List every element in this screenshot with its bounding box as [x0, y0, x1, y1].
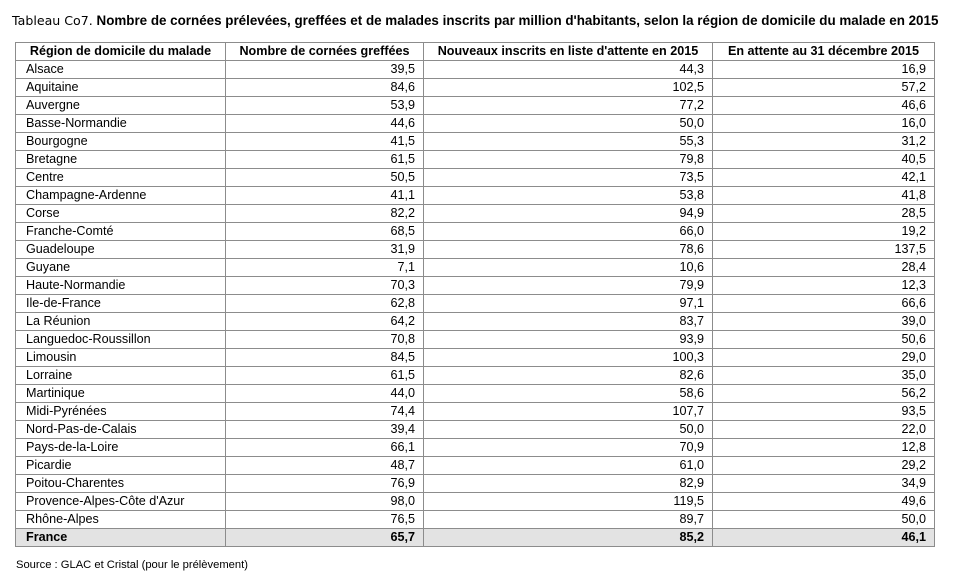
cell-new-registered: 83,7 — [424, 313, 713, 331]
cell-new-registered: 82,6 — [424, 367, 713, 385]
cell-region: Poitou-Charentes — [16, 475, 226, 493]
table-row — [16, 313, 935, 331]
cell-grafted: 50,5 — [226, 169, 424, 187]
cell-new-registered: 53,8 — [424, 187, 713, 205]
cell-grafted: 39,4 — [226, 421, 424, 439]
table-row — [16, 493, 935, 511]
table-row — [16, 475, 935, 493]
cell-region: Bretagne — [16, 151, 226, 169]
cell-waiting: 34,9 — [713, 475, 935, 493]
cell-region: Rhône-Alpes — [16, 511, 226, 529]
cell-new-registered: 10,6 — [424, 259, 713, 277]
cell-region: Guadeloupe — [16, 241, 226, 259]
cell-grafted: 68,5 — [226, 223, 424, 241]
cell-new-registered: 82,9 — [424, 475, 713, 493]
cell-region: Pays-de-la-Loire — [16, 439, 226, 457]
cell-grafted: 70,8 — [226, 331, 424, 349]
cell-grafted: 61,5 — [226, 367, 424, 385]
cell-grafted: 39,5 — [226, 61, 424, 79]
cell-waiting: 40,5 — [713, 151, 935, 169]
table-row — [16, 97, 935, 115]
cell-new-registered: 100,3 — [424, 349, 713, 367]
total-cell-waiting: 46,1 — [713, 529, 935, 547]
cell-grafted: 76,5 — [226, 511, 424, 529]
cell-grafted: 98,0 — [226, 493, 424, 511]
table-body — [16, 61, 935, 547]
cell-new-registered: 119,5 — [424, 493, 713, 511]
cell-region: Ile-de-France — [16, 295, 226, 313]
source-note: Source : GLAC et Cristal (pour le prélèvement) — [16, 559, 248, 571]
cell-waiting: 66,6 — [713, 295, 935, 313]
table-row — [16, 439, 935, 457]
header-row — [16, 43, 935, 61]
cell-waiting: 50,6 — [713, 331, 935, 349]
cell-waiting: 49,6 — [713, 493, 935, 511]
cell-waiting: 50,0 — [713, 511, 935, 529]
cell-region: Bourgogne — [16, 133, 226, 151]
cell-new-registered: 44,3 — [424, 61, 713, 79]
cell-waiting: 28,5 — [713, 205, 935, 223]
table-row — [16, 205, 935, 223]
cell-new-registered: 79,9 — [424, 277, 713, 295]
cell-new-registered: 107,7 — [424, 403, 713, 421]
cell-region: Auvergne — [16, 97, 226, 115]
cell-grafted: 64,2 — [226, 313, 424, 331]
cell-region: Lorraine — [16, 367, 226, 385]
cell-new-registered: 50,0 — [424, 421, 713, 439]
table-title-main: Nombre de cornées prélevées, greffées et de malades inscrits par million d'habitants, selon la région de domicile du malade en 2015 — [92, 13, 939, 28]
table-row — [16, 421, 935, 439]
cell-grafted: 62,8 — [226, 295, 424, 313]
cell-region: Alsace — [16, 61, 226, 79]
cell-new-registered: 89,7 — [424, 511, 713, 529]
table-row — [16, 259, 935, 277]
cell-waiting: 12,8 — [713, 439, 935, 457]
cell-grafted: 53,9 — [226, 97, 424, 115]
cell-new-registered: 73,5 — [424, 169, 713, 187]
cell-new-registered: 93,9 — [424, 331, 713, 349]
data-table — [15, 42, 935, 547]
cell-waiting: 31,2 — [713, 133, 935, 151]
cell-waiting: 29,2 — [713, 457, 935, 475]
cell-new-registered: 55,3 — [424, 133, 713, 151]
cell-grafted: 44,0 — [226, 385, 424, 403]
cell-grafted: 7,1 — [226, 259, 424, 277]
cell-grafted: 61,5 — [226, 151, 424, 169]
cell-new-registered: 78,6 — [424, 241, 713, 259]
cell-region: La Réunion — [16, 313, 226, 331]
cell-region: Limousin — [16, 349, 226, 367]
cell-grafted: 84,5 — [226, 349, 424, 367]
cell-new-registered: 77,2 — [424, 97, 713, 115]
cell-new-registered: 70,9 — [424, 439, 713, 457]
header-new-registered: Nouveaux inscrits en liste d'attente en 2015 — [424, 43, 713, 61]
table-row — [16, 349, 935, 367]
cell-grafted: 84,6 — [226, 79, 424, 97]
cell-waiting: 57,2 — [713, 79, 935, 97]
cell-waiting: 22,0 — [713, 421, 935, 439]
cell-grafted: 82,2 — [226, 205, 424, 223]
header-region: Région de domicile du malade — [16, 43, 226, 61]
cell-region: Guyane — [16, 259, 226, 277]
cell-grafted: 48,7 — [226, 457, 424, 475]
cell-waiting: 28,4 — [713, 259, 935, 277]
cell-new-registered: 102,5 — [424, 79, 713, 97]
table-row — [16, 511, 935, 529]
header-waiting: En attente au 31 décembre 2015 — [713, 43, 935, 61]
cell-region: Haute-Normandie — [16, 277, 226, 295]
table-row — [16, 331, 935, 349]
cell-waiting: 16,0 — [713, 115, 935, 133]
cell-new-registered: 94,9 — [424, 205, 713, 223]
total-row — [16, 529, 935, 547]
table-row — [16, 61, 935, 79]
cell-new-registered: 58,6 — [424, 385, 713, 403]
cell-waiting: 29,0 — [713, 349, 935, 367]
cell-new-registered: 79,8 — [424, 151, 713, 169]
table-row — [16, 223, 935, 241]
cell-grafted: 70,3 — [226, 277, 424, 295]
cell-waiting: 19,2 — [713, 223, 935, 241]
cell-region: Basse-Normandie — [16, 115, 226, 133]
total-cell-region: France — [16, 529, 226, 547]
table-title — [12, 13, 938, 28]
cell-waiting: 137,5 — [713, 241, 935, 259]
table-row — [16, 187, 935, 205]
cell-region: Picardie — [16, 457, 226, 475]
table-row — [16, 151, 935, 169]
table-row — [16, 385, 935, 403]
cell-region: Franche-Comté — [16, 223, 226, 241]
table-title-lead: Tableau Co7. — [12, 13, 93, 28]
cell-waiting: 35,0 — [713, 367, 935, 385]
cell-grafted: 31,9 — [226, 241, 424, 259]
cell-grafted: 41,1 — [226, 187, 424, 205]
cell-waiting: 93,5 — [713, 403, 935, 421]
cell-waiting: 42,1 — [713, 169, 935, 187]
cell-waiting: 16,9 — [713, 61, 935, 79]
cell-new-registered: 61,0 — [424, 457, 713, 475]
cell-waiting: 46,6 — [713, 97, 935, 115]
table-row — [16, 403, 935, 421]
cell-waiting: 39,0 — [713, 313, 935, 331]
total-cell-new-registered: 85,2 — [424, 529, 713, 547]
table-row — [16, 457, 935, 475]
cell-waiting: 56,2 — [713, 385, 935, 403]
cell-waiting: 41,8 — [713, 187, 935, 205]
cell-region: Languedoc-Roussillon — [16, 331, 226, 349]
cell-new-registered: 50,0 — [424, 115, 713, 133]
cell-region: Corse — [16, 205, 226, 223]
cell-waiting: 12,3 — [713, 277, 935, 295]
header-grafted: Nombre de cornées greffées — [226, 43, 424, 61]
table-row — [16, 169, 935, 187]
table-row — [16, 367, 935, 385]
table-row — [16, 295, 935, 313]
cell-region: Champagne-Ardenne — [16, 187, 226, 205]
cell-grafted: 66,1 — [226, 439, 424, 457]
cell-grafted: 76,9 — [226, 475, 424, 493]
cell-new-registered: 66,0 — [424, 223, 713, 241]
cell-region: Provence-Alpes-Côte d'Azur — [16, 493, 226, 511]
cell-region: Aquitaine — [16, 79, 226, 97]
cell-grafted: 41,5 — [226, 133, 424, 151]
cell-grafted: 44,6 — [226, 115, 424, 133]
table-row — [16, 133, 935, 151]
cell-new-registered: 97,1 — [424, 295, 713, 313]
table-row — [16, 277, 935, 295]
cell-grafted: 74,4 — [226, 403, 424, 421]
cell-region: Nord-Pas-de-Calais — [16, 421, 226, 439]
cell-region: Midi-Pyrénées — [16, 403, 226, 421]
total-cell-grafted: 65,7 — [226, 529, 424, 547]
table-row — [16, 115, 935, 133]
table-row — [16, 79, 935, 97]
cell-region: Centre — [16, 169, 226, 187]
table-row — [16, 241, 935, 259]
cell-region: Martinique — [16, 385, 226, 403]
